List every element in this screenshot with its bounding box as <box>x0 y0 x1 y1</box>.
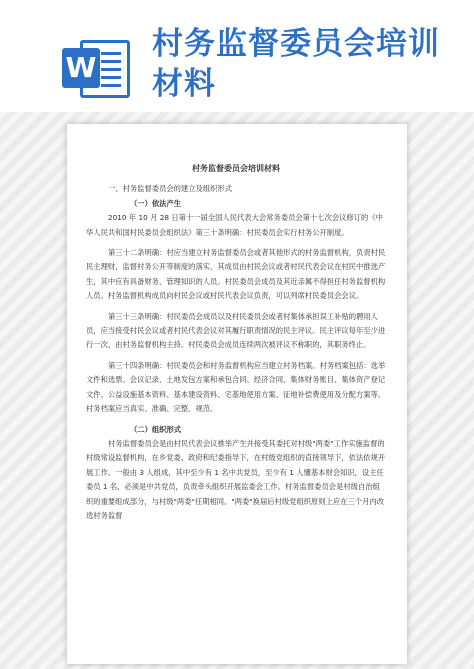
paragraph: 2010 年 10 月 28 日第十一届全国人民代表大会常务委员会第十七次会议修订的《中华人民共和国村民委员会组织法》第三十条明确：村民委员会实行村务公开制度。 <box>86 213 383 237</box>
icon-line <box>101 60 121 63</box>
banner-title: 村务监督委员会培训材料 <box>152 26 440 102</box>
word-letter-badge: W <box>62 48 100 88</box>
paragraph: 第三十二条明确：村应当建立村务监督委员会或者其他形式的村务监督机构，负责村民民主理财，监督村务公开等制度的落实，其成员由村民会议或者村民代表会议在村民中推选产生，其中应有具备财务、管理知识的人员。村民委员会成员及其近亲属不得担任村务监督机构人员。村务监督机构成员向村民会议或村民代表会议负责，可以列席村民委员会会议。 <box>86 248 386 301</box>
word-document-icon <box>62 38 132 100</box>
document-body <box>86 158 386 529</box>
document-title: 村务监督委员会培训材料 <box>192 164 280 173</box>
subsection-heading: （二）组织形式 <box>130 424 182 434</box>
paragraph: 第三十四条明确：村民委员会和村务监督机构应当建立村务档案。村务档案包括：选举文件和选票、会议记录、土地发包方案和承包合同、经济合同、集体财务账目、集体资产登记文件、公益设施基本资料、基本建设资料、宅基地使用方案、征地补偿费使用及分配方案等。村务档案应当真实、准确、完整、规范。 <box>86 360 386 414</box>
icon-line <box>101 68 121 71</box>
paragraph: 村务监督委员会是由村民代表会议推举产生并接受其委托对村级"两委"工作实施监督的村级常设监督机构，在乡党委、政府和纪委指导下，在村级党组织的直接领导下，依法依规开展工作。一般由 3 人组成，其中至少有 1 名中共党员，至少有 1 人懂基本财会知识，设主任委员 1 名，必须是中共党员，负责牵头组织开展监委会工作。村务监督委员会是村级自治组织的重要组成部分，与村级"两委"任期相同。"两委"换届后村级党组织原则上应在三个月内改选村务监督 <box>86 438 386 520</box>
icon-line <box>101 84 121 87</box>
icon-line <box>101 76 121 79</box>
icon-line <box>101 52 121 55</box>
banner <box>0 0 474 112</box>
paragraph: 第三十三条明确：村民委员会成员以及村民委员会或者村集体承担误工补贴的聘用人员，应当接受村民会议或者村民代表会议对其履行职责情况的民主评议。民主评议每年至少进行一次，由村务监督机构主持。村民委员会成员连续两次被评议不称职的，其职务终止。 <box>86 311 386 350</box>
subsection-heading: （一）依法产生 <box>130 198 182 208</box>
section-heading: 一、村务监督委员会的建立及组织形式 <box>108 184 233 194</box>
